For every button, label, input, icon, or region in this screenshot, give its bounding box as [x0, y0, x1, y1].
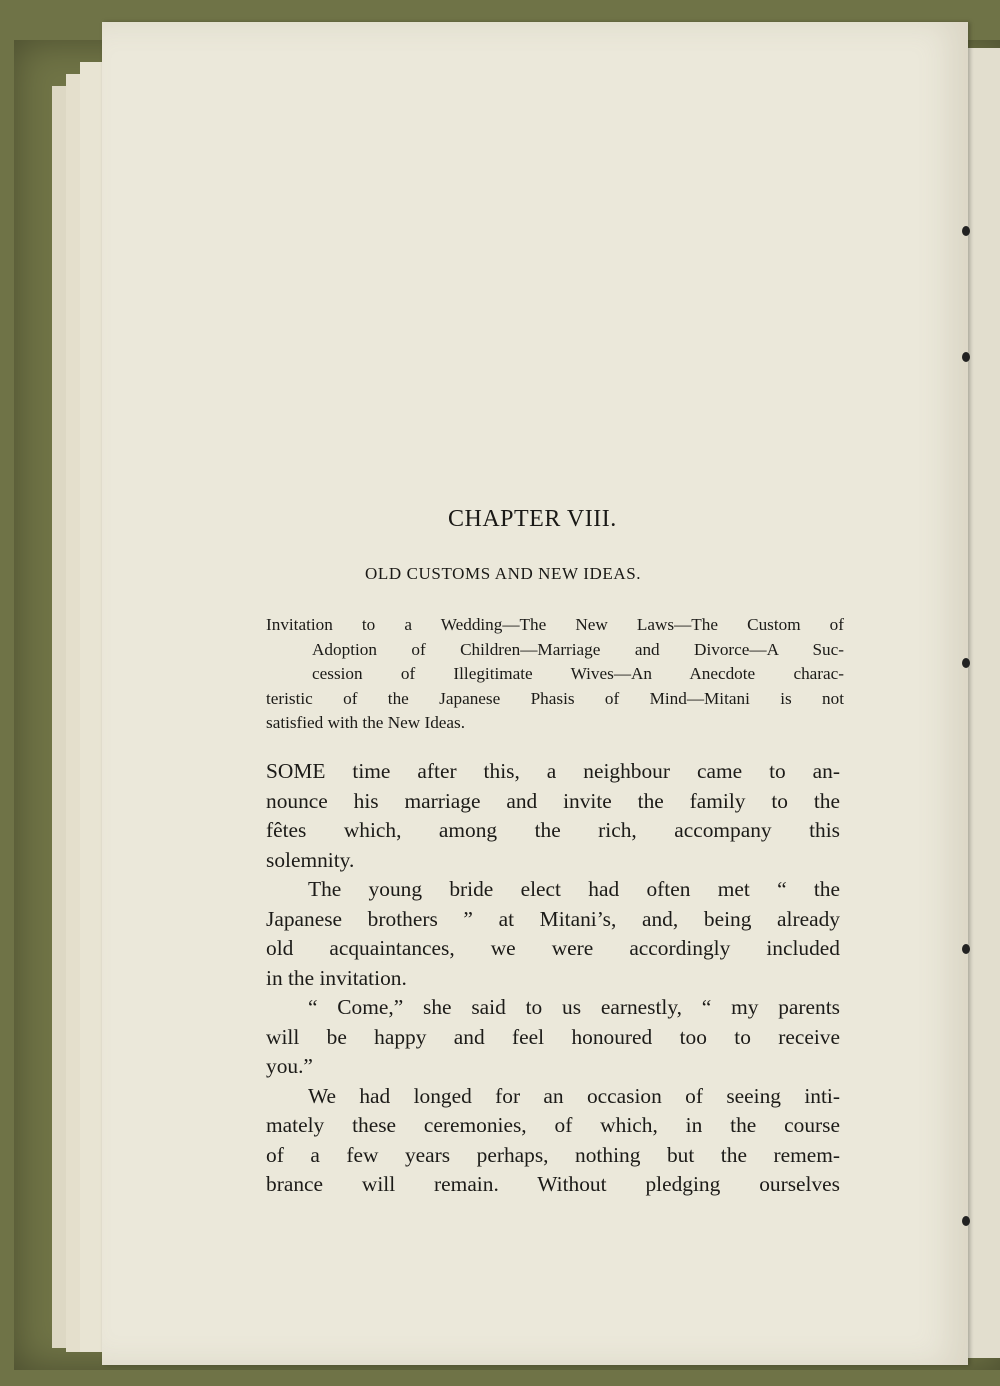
chapter-subtitle: OLD CUSTOMS AND NEW IDEAS. [365, 564, 642, 583]
binding-stitch [962, 944, 970, 954]
body-line: nounce his marriage and invite the family to the [266, 788, 840, 813]
body-line: SOME time after this, a neighbour came to an- [266, 759, 840, 783]
chapter-summary [266, 613, 844, 736]
body-line: solemnity. [266, 847, 355, 872]
body-line: will be happy and feel honoured too to receive [266, 1024, 840, 1049]
summary-line: cession of Illegitimate Wives—An Anecdote charac- [312, 664, 844, 683]
body-line: We had longed for an occasion of seeing inti- [308, 1083, 840, 1108]
body-line: old acquaintances, we were accordingly included [266, 936, 840, 960]
body-line: of a few years perhaps, nothing but the remem- [266, 1142, 840, 1167]
summary-line: Adoption of Children—Marriage and Divorce—A Suc- [312, 639, 844, 659]
page-edges-top [80, 62, 103, 1352]
body-line: in the invitation. [266, 965, 407, 990]
body-line: you.” [266, 1054, 313, 1078]
body-line: fêtes which, among the rich, accompany this [266, 818, 840, 842]
body-line: brance will remain. Without pledging ourselves [266, 1172, 840, 1196]
summary-line: Invitation to a Wedding—The New Laws—The Custom of [266, 615, 844, 634]
facing-page-edge [966, 48, 1000, 1358]
body-text [266, 757, 840, 1200]
binding-stitch [962, 658, 970, 668]
binding-stitch [962, 226, 970, 236]
binding-stitch [962, 352, 970, 362]
body-line: Japanese brothers ” at Mitani’s, and, being already [266, 906, 840, 931]
body-line: mately these ceremonies, of which, in the course [266, 1113, 840, 1137]
chapter-title: CHAPTER VIII. [448, 506, 617, 532]
summary-line: satisfied with the New Ideas. [266, 713, 466, 732]
summary-line: teristic of the Japanese Phasis of Mind—Mitani is not [266, 688, 844, 708]
body-line: “ Come,” she said to us earnestly, “ my parents [308, 995, 840, 1019]
body-line: The young bride elect had often met “ the [308, 877, 840, 901]
binding-stitch [962, 1216, 970, 1226]
